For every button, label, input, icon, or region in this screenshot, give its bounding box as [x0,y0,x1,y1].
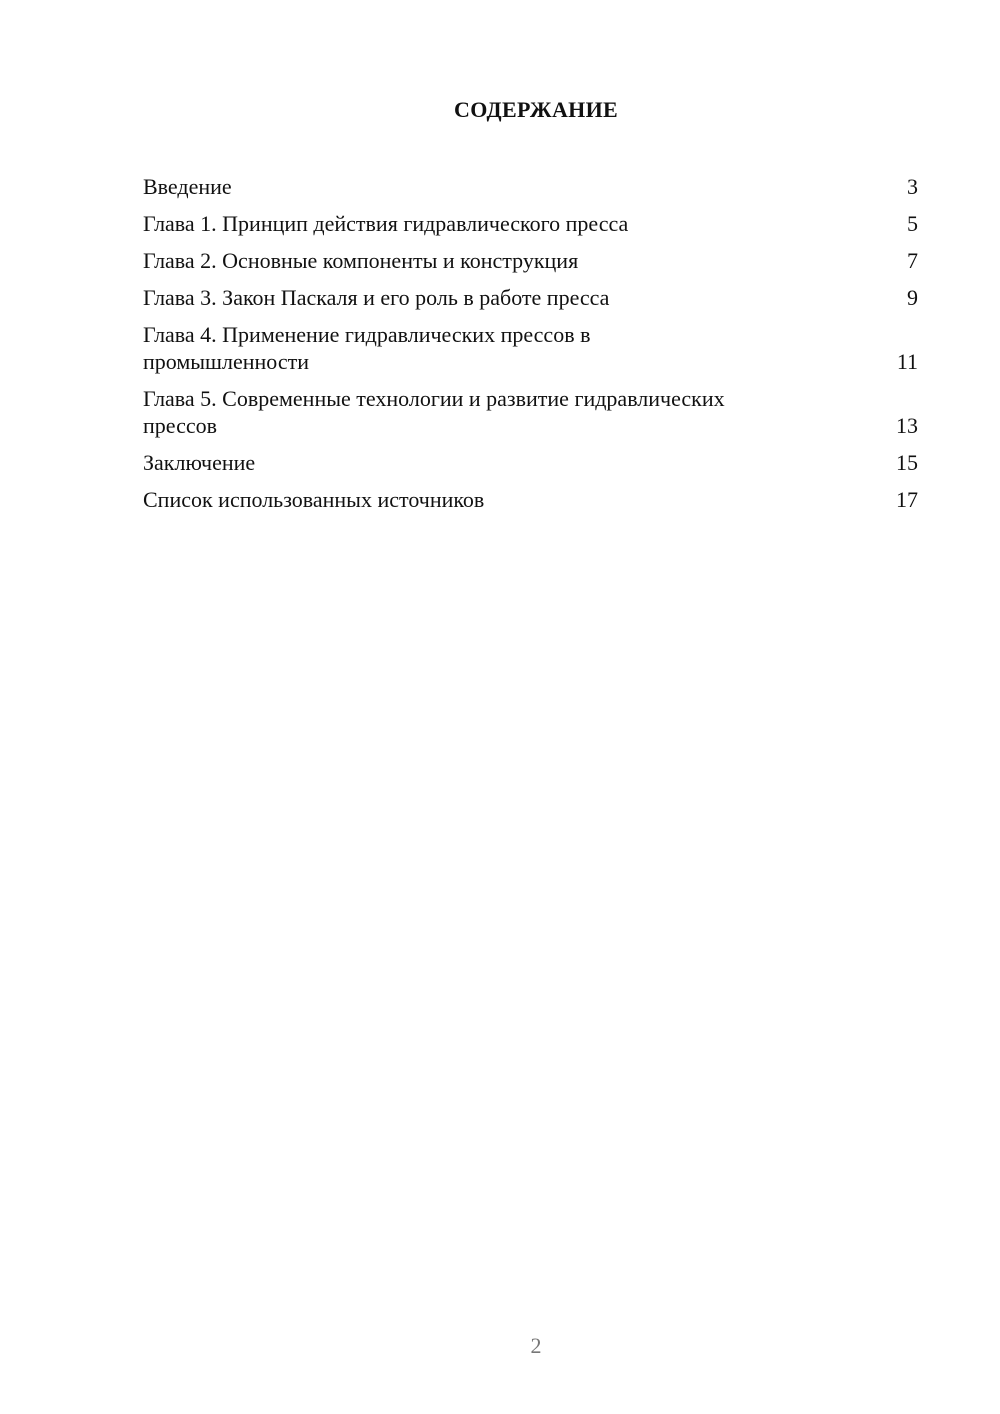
toc-entry-chapter-4 [143,316,918,380]
toc-entry-page: 11 [896,349,918,374]
page-number: 2 [530,1333,542,1358]
toc-entry-title: Глава 2. Основные компоненты и конструкция [143,248,579,273]
toc-entry-chapter-3 [143,279,918,316]
toc-entry-page: 3 [907,174,918,199]
toc-entry-chapter-1 [143,205,918,242]
toc-entry-page: 15 [896,450,918,475]
toc-entry-page: 5 [907,211,918,236]
toc-entry-title: Введение [143,174,232,199]
toc-entry-page: 7 [907,248,918,273]
toc-entry-title: Глава 1. Принцип действия гидравлического пресса [143,211,629,236]
toc-entry-page: 13 [896,413,918,438]
toc-heading: СОДЕРЖАНИЕ [454,97,618,122]
toc-entry-chapter-2 [143,242,918,279]
toc-entry-title: Глава 4. Применение гидравлических прессов в промышленности [143,322,591,374]
toc-entry-page: 17 [896,487,918,512]
toc-entry-chapter-5 [143,380,918,444]
toc-entry-title: Заключение [143,450,256,475]
toc-entry-references [143,481,918,518]
toc-entry-title: Глава 5. Современные технологии и развитие гидравлических прессов [143,386,725,438]
toc-list [143,168,918,518]
toc-entry-introduction [143,168,918,205]
toc-entry-title: Список использованных источников [143,487,485,512]
toc-entry-title: Глава 3. Закон Паскаля и его роль в работе пресса [143,285,610,310]
toc-entry-conclusion [143,444,918,481]
toc-entry-page: 9 [907,285,918,310]
